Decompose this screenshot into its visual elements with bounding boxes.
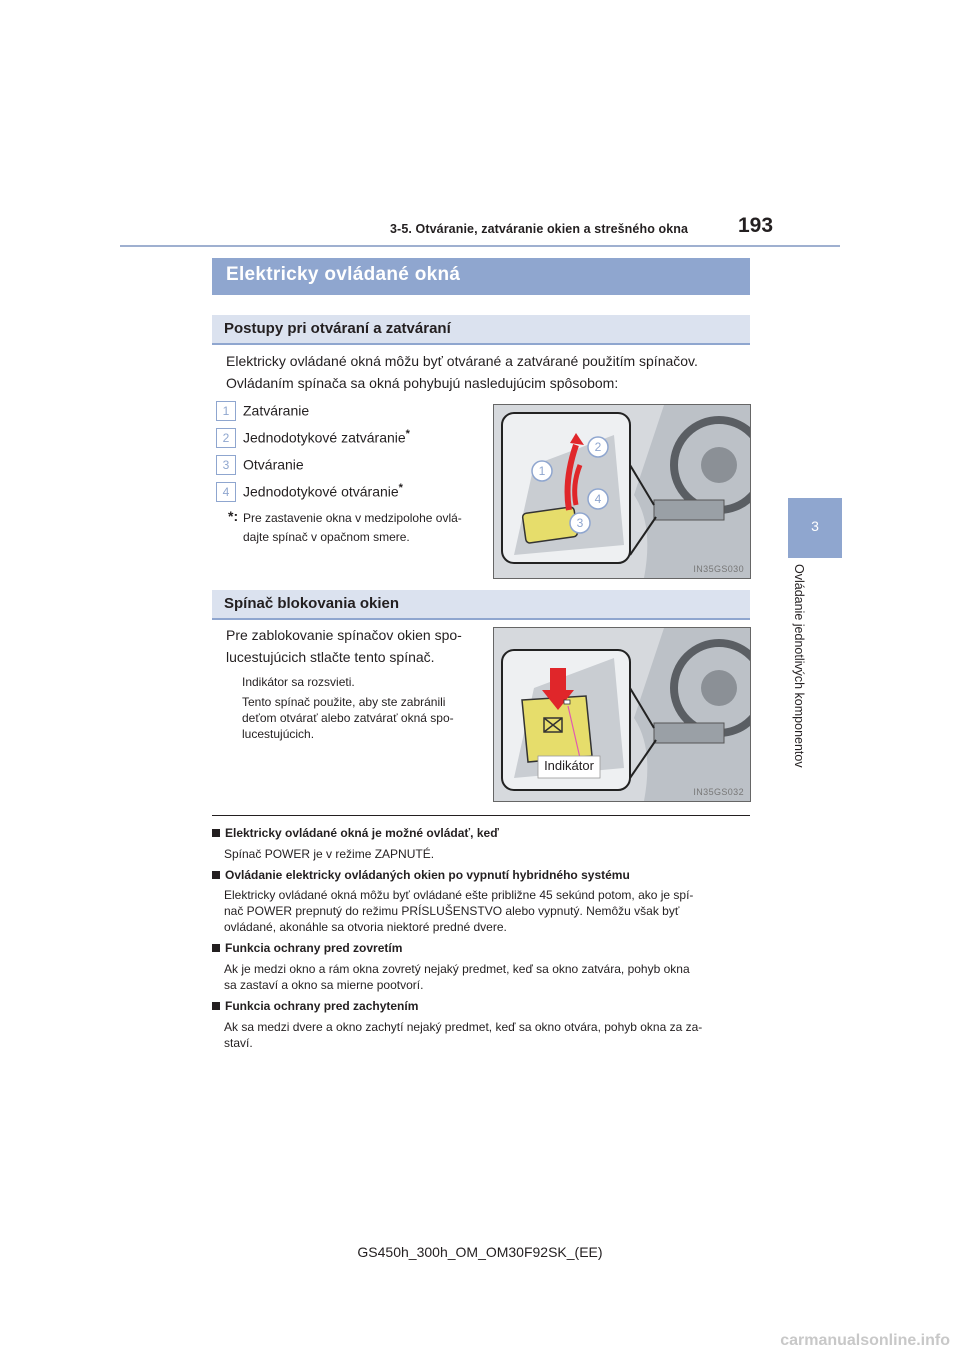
square-bullet-icon <box>212 829 220 837</box>
figure-code: IN35GS030 <box>693 564 744 574</box>
lock-text-line-2: lucestujúcich stlačte tento spínač. <box>226 649 435 665</box>
note-heading: Elektricky ovládané okná je možné ovládať, keď <box>212 826 499 840</box>
square-bullet-icon <box>212 871 220 879</box>
callout-3: 3 <box>576 516 584 530</box>
section-title: Elektricky ovládané okná <box>226 264 461 285</box>
lock-note-line-3: lucestujúcich. <box>242 727 315 741</box>
note-heading: Funkcia ochrany pred zachytením <box>212 999 418 1013</box>
lock-note-line-1: Tento spínač použite, aby ste zabránili <box>242 695 446 709</box>
callout-2: 2 <box>594 440 602 454</box>
footnote-line-2: dajte spínač v opačnom smere. <box>243 530 410 544</box>
chapter-title: Ovládanie jednotlivých komponentov <box>792 564 806 768</box>
indicator-label: Indikátor <box>544 758 594 773</box>
window-switch-illustration <box>493 404 751 579</box>
item-number-badge: 2 <box>216 428 236 448</box>
item-number-badge: 1 <box>216 401 236 421</box>
footnote-line-1: Pre zastavenie okna v medzipolohe ovlá- <box>243 511 462 525</box>
intro-line-1: Elektricky ovládané okná môžu byť otvárané a zatvárané použitím spínačov. <box>226 353 698 369</box>
note-heading: Ovládanie elektricky ovládaných okien po vypnutí hybridného systému <box>212 868 630 882</box>
watermark: carmanualsonline.info <box>780 1332 950 1349</box>
note-text: nač POWER prepnutý do režimu PRÍSLUŠENSTVO alebo vypnutý. Nemôžu však byť <box>224 904 680 918</box>
item-number-badge: 3 <box>216 455 236 475</box>
item-label: Zatváranie <box>243 402 310 419</box>
chapter-number: 3 <box>811 518 819 534</box>
item-label: Otváranie <box>243 456 304 473</box>
indicator-note: Indikátor sa rozsvieti. <box>242 675 355 689</box>
note-text: Spínač POWER je v režime ZAPNUTÉ. <box>224 847 435 861</box>
square-bullet-icon <box>212 1002 220 1010</box>
lock-note-line-2: deťom otvárať alebo zatvárať okná spo- <box>242 711 454 725</box>
note-heading: Funkcia ochrany pred zovretím <box>212 941 402 955</box>
notes-divider <box>212 815 750 816</box>
callout-4: 4 <box>594 492 602 506</box>
subsection-title: Spínač blokovania okien <box>224 595 400 612</box>
footer-model-code: GS450h_300h_OM_OM30F92SK_(EE) <box>357 1244 603 1260</box>
note-text: Elektricky ovládané okná môžu byť ovládané ešte približne 45 sekúnd potom, ako je spí- <box>224 888 694 902</box>
header-divider <box>120 245 840 247</box>
item-number-badge: 4 <box>216 482 236 502</box>
page-number: 193 <box>738 214 774 237</box>
note-text: Ak je medzi okno a rám okna zovretý nejaký predmet, keď sa okno zatvára, pohyb okna <box>224 962 690 976</box>
lock-switch-drawing <box>494 628 750 801</box>
intro-line-2: Ovládaním spínača sa okná pohybujú nasledujúcim spôsobom: <box>226 375 619 391</box>
item-label: Jednodotykové zatváranie* <box>243 428 410 446</box>
subsection-bar-lock-switch <box>212 590 750 620</box>
footnote-mark: *: <box>228 508 239 524</box>
running-header-section: 3-5. Otváranie, zatváranie okien a strešného okna <box>390 222 689 236</box>
item-label: Jednodotykové otváranie* <box>243 482 403 500</box>
note-text: Ak sa medzi dvere a okno zachytí nejaký predmet, keď sa okno otvára, pohyb okna za za- <box>224 1020 703 1034</box>
subsection-title: Postupy pri otváraní a zatváraní <box>224 320 451 337</box>
square-bullet-icon <box>212 944 220 952</box>
lock-text-line-1: Pre zablokovanie spínačov okien spo- <box>226 627 462 643</box>
figure-code: IN35GS032 <box>693 787 744 797</box>
chapter-title-vertical <box>790 560 840 800</box>
lock-switch-illustration <box>493 627 751 802</box>
callout-1: 1 <box>538 464 546 478</box>
note-text: sa zastaví a okno sa mierne pootvorí. <box>224 978 424 992</box>
subsection-bar-open-close <box>212 315 750 345</box>
note-text: staví. <box>224 1036 253 1050</box>
note-text: ovládané, akonáhle sa otvoria niektoré predné dvere. <box>224 920 507 934</box>
window-switch-drawing <box>494 405 750 578</box>
